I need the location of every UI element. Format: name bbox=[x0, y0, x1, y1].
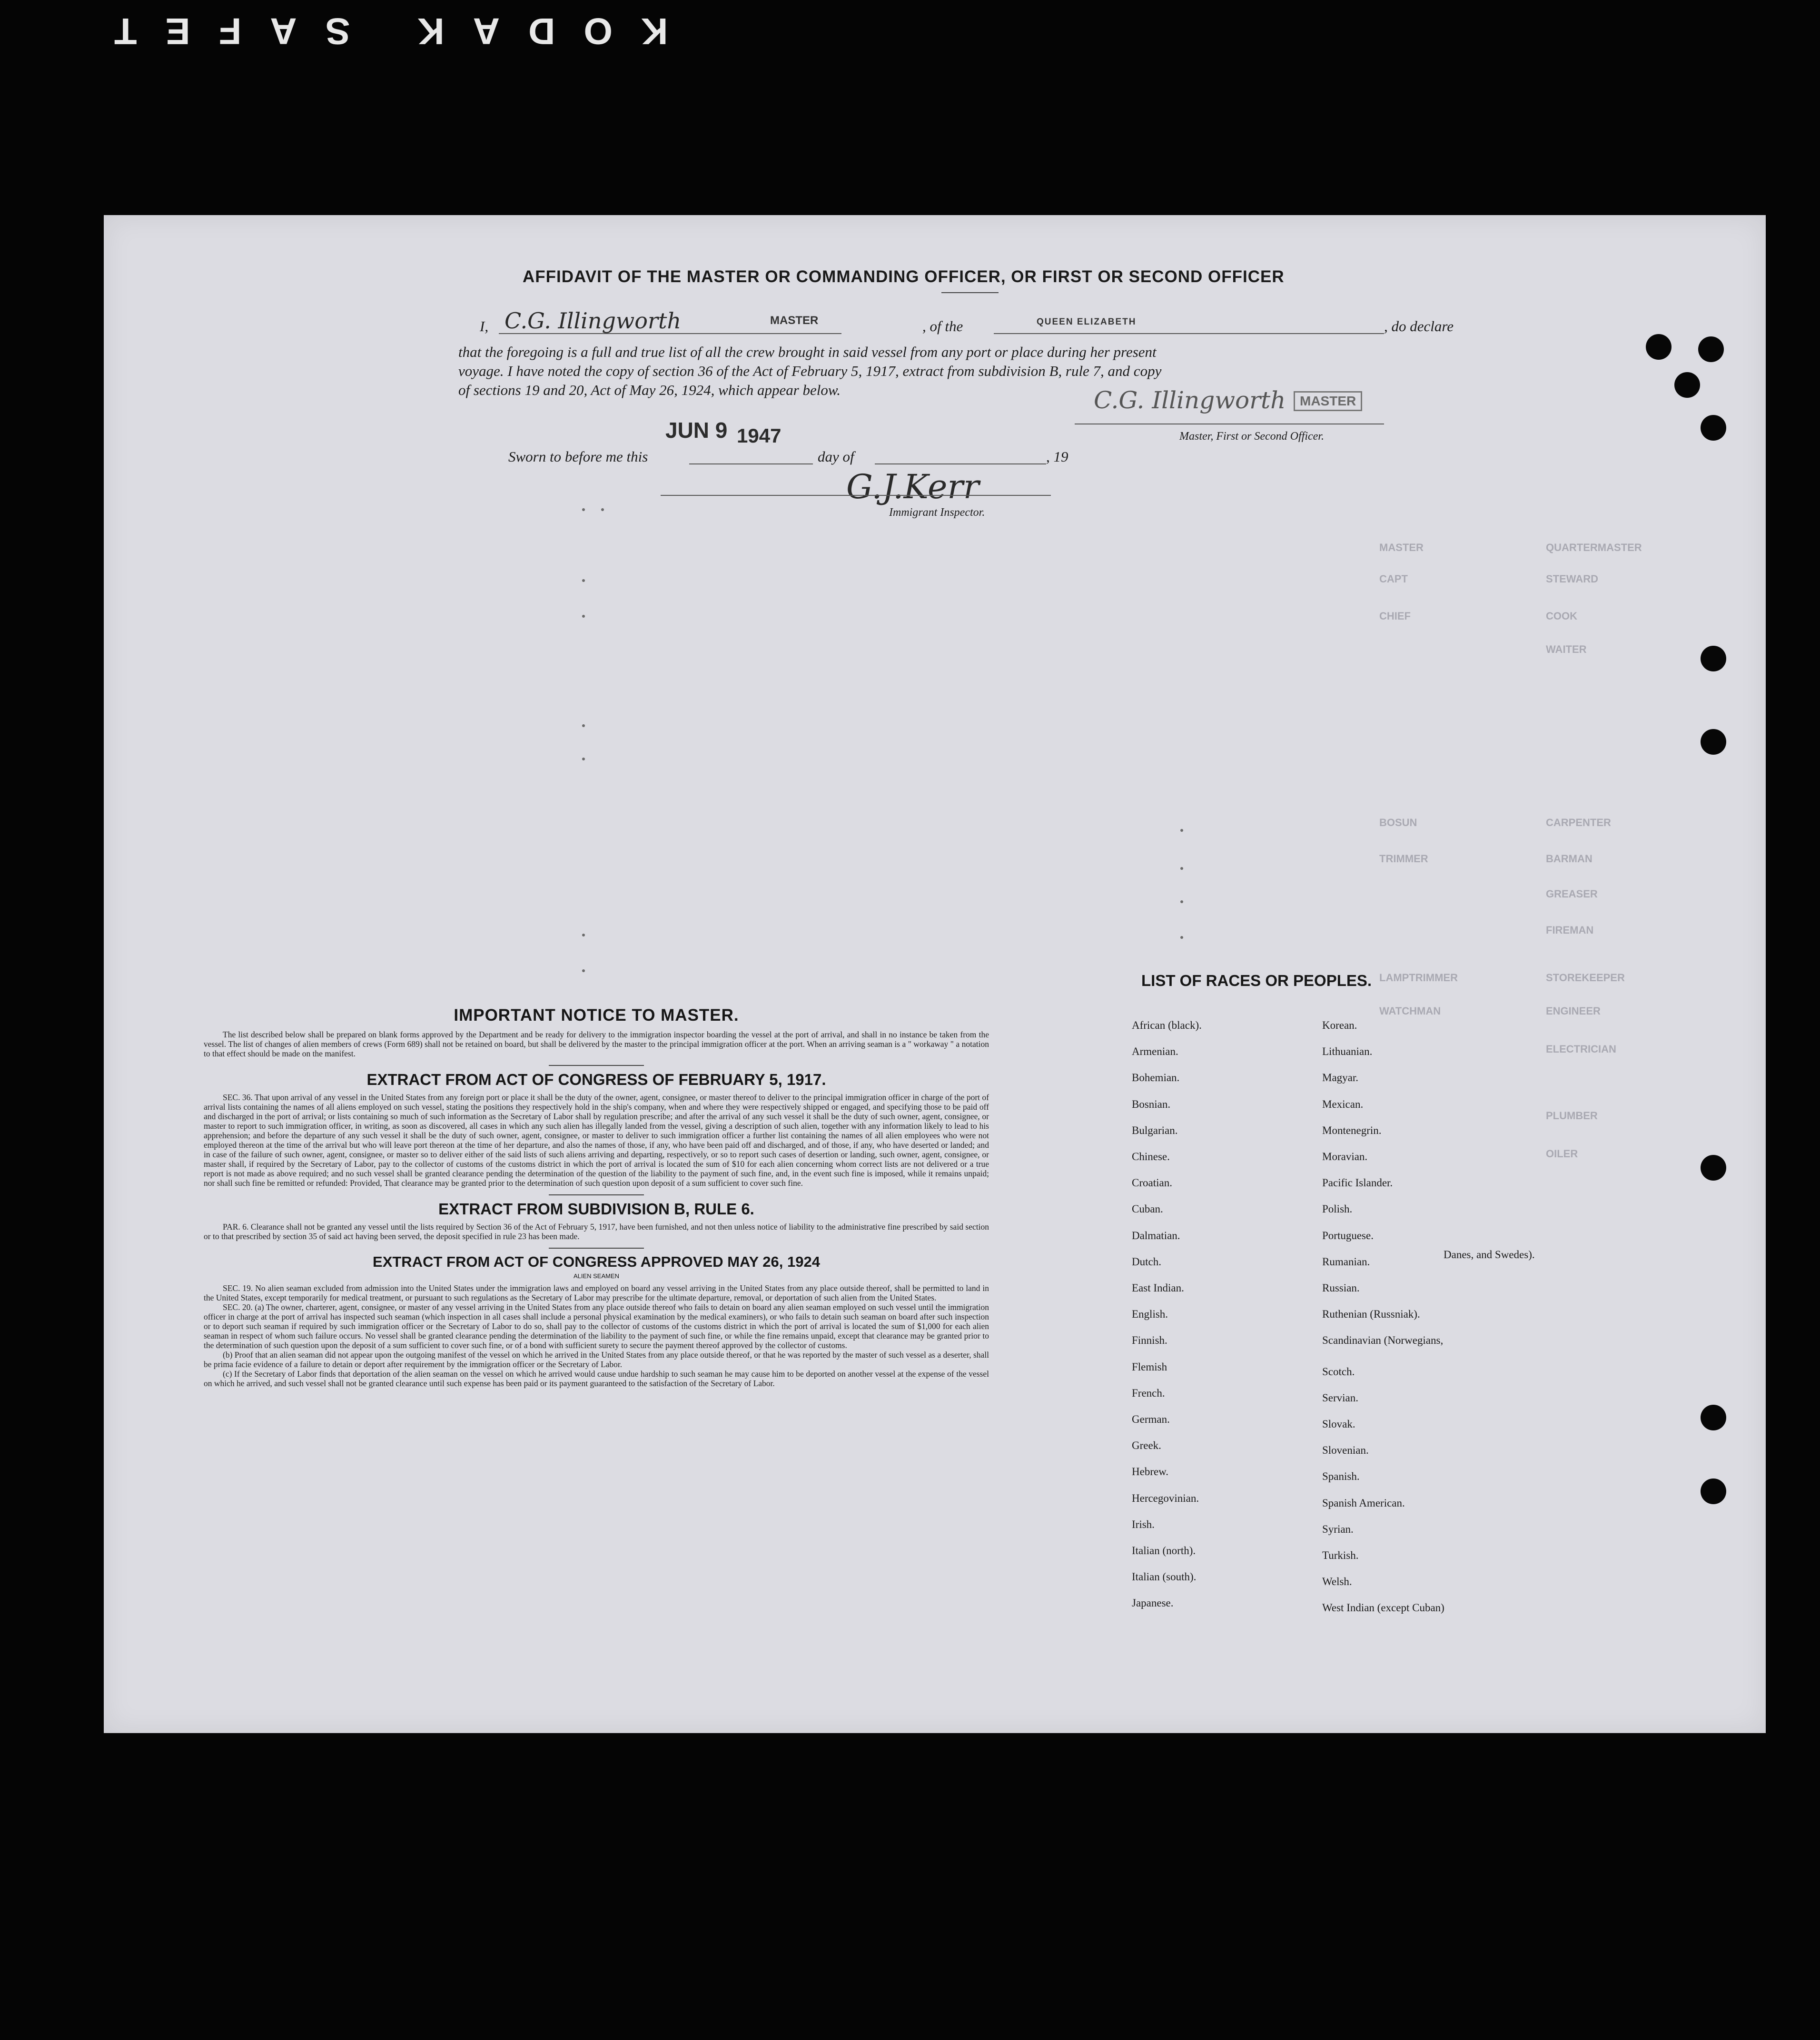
bleed-through-12: FIREMAN bbox=[1546, 924, 1594, 936]
date-stamp-year: 1947 bbox=[737, 424, 781, 447]
subdivision-b-heading: EXTRACT FROM SUBDIVISION B, RULE 6. bbox=[438, 1200, 754, 1218]
separator bbox=[549, 1194, 644, 1195]
dot bbox=[582, 615, 585, 618]
inspector-caption: Immigrant Inspector. bbox=[889, 506, 985, 519]
race-item: Italian (north). bbox=[1132, 1545, 1196, 1557]
race-item: Ruthenian (Russniak). bbox=[1322, 1308, 1420, 1320]
bleed-through-6: STEWARD bbox=[1546, 573, 1598, 585]
race-item: Pacific Islander. bbox=[1322, 1177, 1393, 1189]
date-stamp-month-day: JUN 9 bbox=[665, 418, 728, 443]
master-signature: C.G. Illingworth bbox=[1094, 386, 1286, 414]
race-item: Flemish bbox=[1132, 1361, 1167, 1373]
race-item: Dutch. bbox=[1132, 1256, 1161, 1268]
affidavit-body-2: voyage. I have noted the copy of section 36 of the Act of February 5, 1917, extract from subdivision B, rule 7, and copy bbox=[458, 363, 1162, 379]
race-item: Spanish American. bbox=[1322, 1497, 1405, 1509]
punch-hole-2 bbox=[1698, 336, 1724, 362]
name-line bbox=[499, 333, 841, 334]
subdivision-b-text: PAR. 6. Clearance shall not be granted any vessel until the lists required by Section 36 of the Act of February 5, 1917, have been furnished, and not then unless notice of liability to the administrative fine prescribed by said section or to that prescribed by section 35 of said act having been served, the deposit specified in rule 23 has been made. bbox=[204, 1222, 989, 1241]
sec-20b-text: (b) Proof that an alien seaman did not appear upon the outgoing manifest of the vessel on which he arrived in the United States from any place outside thereof, or that he was reported by the master of such vessel as a deserter, shall be prima facie evidence of a failure to detain or deport after requirement by the immigration officer or the Secretary of Labor. bbox=[204, 1350, 989, 1369]
inspector-signature: G.J.Kerr bbox=[846, 467, 979, 506]
bleed-through-15: WATCHMAN bbox=[1379, 1005, 1441, 1017]
race-item: French. bbox=[1132, 1387, 1165, 1399]
race-item: Moravian. bbox=[1322, 1151, 1368, 1163]
separator bbox=[549, 1065, 644, 1066]
race-item: Bulgarian. bbox=[1132, 1124, 1178, 1136]
dot bbox=[582, 758, 585, 760]
race-item: Italian (south). bbox=[1132, 1571, 1197, 1583]
dot bbox=[582, 934, 585, 936]
race-item: Bohemian. bbox=[1132, 1072, 1180, 1084]
of-the-label: , of the bbox=[922, 318, 963, 335]
punch-hole-8 bbox=[1701, 1405, 1726, 1430]
race-item: Portuguese. bbox=[1322, 1230, 1374, 1242]
master-stamp: MASTER bbox=[1294, 391, 1362, 411]
race-item: Rumanian. bbox=[1322, 1256, 1370, 1268]
race-item: Welsh. bbox=[1322, 1576, 1352, 1587]
notice-block bbox=[204, 1006, 989, 1388]
race-item: East Indian. bbox=[1132, 1282, 1184, 1294]
vessel-line bbox=[994, 333, 1384, 334]
bleed-through-8: WAITER bbox=[1546, 643, 1587, 655]
race-item: English. bbox=[1132, 1308, 1168, 1320]
notice-paragraph: The list described below shall be prepared on blank forms approved by the Department and be ready for delivery to the immigration inspector boarding the vessel at the port of arrival, and shall in no instance be taken from the vessel. The list of changes of alien members of crews (Form 689) shall not be retained on board, but shall be delivered by the master to the principal immigration officer at the port. When an arriving seaman is a " workaway " a notation to that effect should be made on the manifest. bbox=[204, 1030, 989, 1058]
race-item: Korean. bbox=[1322, 1019, 1357, 1031]
dot bbox=[582, 724, 585, 727]
race-item: Irish. bbox=[1132, 1518, 1155, 1530]
race-item: Japanese. bbox=[1132, 1597, 1174, 1609]
extract-1924-heading: EXTRACT FROM ACT OF CONGRESS APPROVED MAY 26, 1924 bbox=[373, 1253, 820, 1270]
bleed-through-5: QUARTERMASTER bbox=[1546, 542, 1642, 553]
master-caption: Master, First or Second Officer. bbox=[1179, 430, 1324, 443]
rank-stamp: MASTER bbox=[770, 314, 819, 327]
dot bbox=[582, 579, 585, 582]
race-item: Armenian. bbox=[1132, 1045, 1178, 1057]
punch-hole-6 bbox=[1701, 729, 1726, 755]
inspector-line bbox=[661, 495, 1051, 496]
bleed-through-7: COOK bbox=[1546, 610, 1577, 622]
bleed-through-9: CARPENTER bbox=[1546, 817, 1611, 828]
affidavit-title: AFFIDAVIT OF THE MASTER OR COMMANDING OFFICER, OR FIRST OR SECOND OFFICER bbox=[523, 267, 1285, 286]
race-item: Mexican. bbox=[1322, 1098, 1364, 1110]
punch-hole-5 bbox=[1701, 646, 1726, 671]
master-name-signature: C.G. Illingworth bbox=[504, 308, 682, 334]
punch-hole-1 bbox=[1646, 334, 1672, 360]
sec-20c-text: (c) If the Secretary of Labor finds that deportation of the alien seaman on the vessel on which he arrived would cause undue hardship to such seaman he may cause him to be deported on another vessel at the expense of the vessel on which he arrived, and such vessel shall not be granted clearance until such expense has been paid or its payment guaranteed to the satisfaction of the Secretary of Labor. bbox=[204, 1369, 989, 1388]
race-item: West Indian (except Cuban) bbox=[1322, 1602, 1444, 1614]
sec-19-text: SEC. 19. No alien seaman excluded from admission into the United States under the immigration laws and employed on board any vessel arriving in the United States from any place outside thereof, shall be permitted to land in the United States, except temporarily for medical treatment, or pursuant to such regulations as the Secretary of Labor may prescribe for the ultimate departure, removal, or deportation of such alien from the United States. bbox=[204, 1283, 989, 1302]
race-item: Slovenian. bbox=[1322, 1444, 1369, 1456]
punch-hole-9 bbox=[1701, 1478, 1726, 1504]
race-item: Dalmatian. bbox=[1132, 1230, 1180, 1242]
dot bbox=[601, 508, 604, 511]
race-item: Scotch. bbox=[1322, 1366, 1355, 1378]
bleed-through-16: STOREKEEPER bbox=[1546, 972, 1625, 984]
sworn-day-line bbox=[689, 463, 813, 464]
film-edge bbox=[0, 0, 1820, 71]
race-item: Spanish. bbox=[1322, 1470, 1360, 1482]
race-item: Greek. bbox=[1132, 1439, 1161, 1451]
race-item: Croatian. bbox=[1132, 1177, 1172, 1189]
dot bbox=[1180, 900, 1183, 903]
bleed-through-20: OILER bbox=[1546, 1148, 1578, 1160]
do-declare-label: , do declare bbox=[1384, 318, 1454, 335]
race-item: Syrian. bbox=[1322, 1523, 1354, 1535]
bleed-through-4: BOSUN bbox=[1379, 817, 1417, 828]
notice-heading: IMPORTANT NOTICE TO MASTER. bbox=[454, 1006, 739, 1025]
race-item: Polish. bbox=[1322, 1203, 1353, 1215]
race-item: Lithuanian. bbox=[1322, 1045, 1373, 1057]
race-item: Chinese. bbox=[1132, 1151, 1170, 1163]
alien-seamen-subheading: ALIEN SEAMEN bbox=[573, 1272, 620, 1280]
bleed-through-3: CHIEF bbox=[1379, 610, 1411, 622]
race-item: Scandinavian (Norwegians, bbox=[1322, 1334, 1444, 1346]
race-item: Slovak. bbox=[1322, 1418, 1355, 1430]
dot bbox=[1180, 936, 1183, 939]
bleed-through-11: GREASER bbox=[1546, 888, 1598, 900]
i-label: I, bbox=[480, 318, 489, 335]
punch-hole-4 bbox=[1701, 415, 1726, 441]
race-item: Magyar. bbox=[1322, 1072, 1359, 1084]
race-item: Hercegovinian. bbox=[1132, 1492, 1199, 1504]
race-item: Turkish. bbox=[1322, 1549, 1359, 1561]
separator bbox=[549, 1248, 644, 1249]
dot bbox=[1180, 867, 1183, 870]
race-item: Hebrew. bbox=[1132, 1466, 1169, 1478]
races-heading: LIST OF RACES OR PEOPLES. bbox=[1141, 972, 1372, 989]
dot bbox=[582, 969, 585, 972]
race-item: Montenegrin. bbox=[1322, 1124, 1382, 1136]
punch-hole-7 bbox=[1701, 1155, 1726, 1181]
race-item: African (black). bbox=[1132, 1019, 1202, 1031]
bleed-through-14: LAMPTRIMMER bbox=[1379, 972, 1458, 984]
race-item: Bosnian. bbox=[1132, 1098, 1171, 1110]
race-item: Russian. bbox=[1322, 1282, 1360, 1294]
day-of-label: day of bbox=[818, 448, 854, 465]
manifest-sheet bbox=[104, 215, 1766, 1733]
race-item: Cuban. bbox=[1132, 1203, 1163, 1215]
extract-1917-text: SEC. 36. That upon arrival of any vessel in the United States from any foreign port or place it shall be the duty of the owner, agent, consignee, or master thereof to deliver to the principal immigration officer in charge of the port of arrival lists containing the names of all aliens employed on such vessel, stating the positions they respectively hold in the ship's company, when and where they were respectively shipped or engaged, and specifying those to be paid off and discharged in the port of arrival; or lists containing so much of such information as the Secretary of Labor shall by regulation prescribe; and after the arrival of any such vessel it shall be the duty of such owner, agent, consignee, or master to report to such immigration officer, in writing, as soon as discovered, all cases in which any such alien has illegally landed from the vessel, giving a description of such alien, together with any information likely to lead to his apprehension; and before the departure of any such vessel it shall be the duty of such owner, agent, consignee, or master to deliver to such immigration officer a further list containing the names of all alien employees who were not employed thereon at the time of the arrival but who will leave port thereon at the time of her departure, and also the names of those, if any, who have been paid off and discharged, and of those, if any, who have deserted or landed; and in case of the failure of such owner, agent, consignee, or master so to deliver either of the said lists of such aliens arriving and departing, respectively, or so to report such cases of desertion or landing, such owner, agent, consignee, or master shall, if required by the Secretary of Labor, pay to the collector of customs of the customs district in which the port of arrival is located the sum of $10 for each alien concerning whom correct lists are not delivered or a true report is not made as above required; and no such vessel shall be granted clearance pending the determination of the question of the liability to the payment of such fine, and, in the event such fine is imposed, while it remains unpaid; nor shall such fine be remitted or refunded: Provided, That clearance may be granted prior to the determination of such question upon deposit of a sum sufficient to cover such fine. bbox=[204, 1093, 989, 1188]
affidavit-body-1: that the foregoing is a full and true list of all the crew brought in said vessel from any port or place during her present bbox=[458, 344, 1157, 360]
sworn-month-line bbox=[875, 463, 1046, 464]
bleed-through-13: TRIMMER bbox=[1379, 853, 1428, 865]
race-item: German. bbox=[1132, 1413, 1170, 1425]
bleed-through-17: ENGINEER bbox=[1546, 1005, 1601, 1017]
vessel-stamp: QUEEN ELIZABETH bbox=[1037, 317, 1137, 327]
bleed-through-2: CAPT bbox=[1379, 573, 1408, 585]
title-rule bbox=[941, 292, 999, 293]
dot bbox=[582, 508, 585, 511]
bleed-through-19: PLUMBER bbox=[1546, 1110, 1598, 1122]
sworn-label: Sworn to before me this bbox=[508, 448, 648, 465]
dot bbox=[1180, 829, 1183, 832]
race-item: Servian. bbox=[1322, 1392, 1359, 1404]
year-prefix: , 19 bbox=[1046, 448, 1068, 465]
bleed-through-1: MASTER bbox=[1379, 542, 1424, 553]
affidavit-body-3: of sections 19 and 20, Act of May 26, 1924, which appear below. bbox=[458, 382, 841, 398]
race-right-continuation: Danes, and Swedes). bbox=[1444, 1249, 1535, 1261]
race-item: Finnish. bbox=[1132, 1334, 1167, 1346]
punch-hole-3 bbox=[1674, 372, 1700, 398]
sec-20a-text: SEC. 20. (a) The owner, charterer, agent, consignee, or master of any vessel arriving in the United States from any place outside thereof who fails to detain on board any alien seaman employed on such vessel until the immigration officer in charge at the port of arrival has inspected such seaman (which inspection in all cases shall include a personal physical examination by the medical examiners), or who fails to detain such seaman on board after such inspection or to deport such seaman if required by such immigration officer or the Secretary of Labor to do so, shall pay to the collector of customs of the customs district in which the port of arrival is located the sum of $1,000 for each alien seaman in respect of whom such failure occurs. No vessel shall be granted clearance pending the determination of the liability to the payment of such fine, or while the fine remains unpaid, except that clearance may be granted prior to the determination of such question upon the deposit of a sum sufficient to cover such fine, or of a bond with sufficient surety to secure the payment thereof approved by the collector of customs. bbox=[204, 1302, 989, 1350]
bleed-through-10: BARMAN bbox=[1546, 853, 1592, 865]
extract-1917-heading: EXTRACT FROM ACT OF CONGRESS OF FEBRUARY 5, 1917. bbox=[366, 1071, 826, 1088]
film-edge-text: KODAK SAFET bbox=[86, 10, 668, 52]
bleed-through-18: ELECTRICIAN bbox=[1546, 1043, 1616, 1055]
